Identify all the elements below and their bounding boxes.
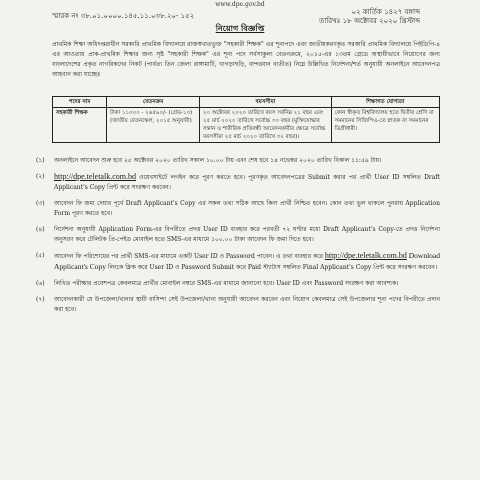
header-pay: বেতনক্রম — [107, 97, 200, 108]
list-item — [36, 156, 440, 166]
cell-age: ২০ অক্টোবর ২০২০ তারিখে বয়স সর্বনিম্ন ২১ বছর এবং ২৫ মার্চ ২০২০ তারিখে সর্বোচ্চ ৩০ বছর (মুক্তিযোদ্ধার সন্তান ও শারীরিক প্রতিবন্ধী আবেদনকারীর ক্ষেত্রে সর্বোচ্চ বয়সসীমা ২৫ মার্চ ২০২০ তারিখে ৩২ বছর)। — [200, 108, 332, 143]
item-text — [54, 251, 440, 273]
table-row — [53, 108, 440, 143]
list-item — [36, 225, 440, 245]
item-text — [54, 172, 440, 193]
item-number: (১) — [36, 157, 45, 164]
download-copy-label: Download Applicant's Copy — [54, 251, 440, 271]
list-item — [36, 295, 440, 315]
reference-number: স্মারক নং ৩৮.০১.০০০০.১৪৫.১১.০৩৮.২০- ১৫২ — [52, 12, 195, 20]
item-text-post: লিংকে ক্লিক করে User ID ও Password Submit করে Paid স্ট্যাটাস সম্বলিত Final Applicant's Copy প্রিন্ট করে সংরক্ষণ করবেন। — [107, 264, 437, 271]
item-text: লিখিত পরীক্ষার প্রবেশপত্র কেবলমাত্র প্রার্থীর মোবাইল নম্বরে SMS-এর মাধ্যমে জানানো হবে। User ID এবং Password সংরক্ষণ করা আবশ্যক। — [54, 280, 399, 287]
item-number: (৩) — [36, 200, 45, 207]
teletalk-link[interactable]: http://dpe.teletalk.com.bd — [324, 251, 407, 260]
cell-pay: টাকা ১১০০০ - ২৬৫৯০/- (গ্রেড-১৩) (জাতীয় বেতনস্কেল, ২০১৫ অনুযায়ী) — [107, 108, 200, 143]
date-bangla: ০২ কার্তিক ১৪২৭ বঙ্গাব্দ — [351, 8, 420, 16]
post-table — [52, 96, 440, 143]
item-number: (৬) — [36, 280, 45, 287]
notice-title: নিয়োগ বিজ্ঞপ্তি — [215, 23, 265, 33]
item-text-post: ওয়েবসাইটে লগইন করে পূরণ করতে হবে। পূরণকৃত আবেদনপত্রের Submit করার পর প্রার্থী User ID সম্বলিত Draft Applicant's Copy প্রিন্ট করে সংরক্ষণ করবেন। — [54, 174, 440, 191]
table-header-row — [53, 97, 440, 108]
teletalk-link[interactable]: http://dpe.teletalk.com.bd — [54, 172, 136, 181]
list-item — [36, 199, 440, 219]
cell-post: সহকারী শিক্ষক — [53, 108, 107, 143]
header-edu: শিক্ষাগত যোগ্যতা — [331, 97, 439, 108]
intro-paragraph: প্রাথমিক শিক্ষা অধিদপ্তরাধীন সরকারি প্রাথমিক বিদ্যালয়ে রাজস্বখাতভুক্ত "সহকারী শিক্ষক" এর শূন্যপদে এবং জাতীয়করণকৃত সরকারি প্রাথমিক বিদ্যালয়ে পিইডিপি-৪ এর আওতায় প্রাক-প্রাথমিক শিক্ষার জন্য সৃষ্ট "সহকারী শিক্ষক" এর শূন্য পদে সর্বসাকুল্য বেতনক্রমে, ২০১৫-এর ১৩তম গ্রেডে অস্থায়ীভাবে নিয়োগের জন্য বাংলাদেশের প্রকৃত নাগরিকদের নিকট (পার্বত্য তিন জেলা রাঙ্গামাটি, খাগড়াছড়ি, বান্দরবান ব্যতীত) নিম্নে উল্লিখিত নির্দেশনা/শর্ত অনুযায়ী অনলাইনে আবেদনপত্র আহবান করা যাচ্ছেঃ — [52, 41, 440, 78]
date-gregorian: তারিখঃ ১৮ অক্টোবর ২০২০ খ্রিস্টাব্দ — [318, 17, 420, 25]
item-text: অনলাইনে আবেদন শুরু হবে ২৫ অক্টোবর ২০২০ তারিখ সকাল ১০.০০ টায় এবং শেষ হবে ১৪ নভেম্বর ২০২০ তারিখ বিকাল ১১:৫৯ টায়। — [54, 157, 382, 164]
header-post: পদের নাম — [53, 97, 107, 108]
instructions-list — [36, 156, 440, 321]
item-text: আবেদন ফি জমা দেয়ার পূর্বে Draft Applicant's Copy এর সকল তথ্য সঠিক আছে কিনা প্রার্থী নিশ্চিত হবেন। কোন তথ্য ভুল থাকলে পুনরায় Application Form পূরণ করতে হবে। — [54, 200, 440, 217]
item-number: (৫) — [36, 252, 45, 259]
cell-edu: কোন স্বীকৃত বিশ্ববিদ্যালয় হতে দ্বিতীয় শ্রেণি বা সমমানের সিজিপিএ-তে স্নাতক বা সমমানের ডিগ্রীধারী। — [331, 108, 439, 143]
item-number: (২) — [36, 173, 45, 180]
item-number: (৪) — [36, 226, 45, 233]
item-number: (৭) — [36, 296, 45, 303]
list-item — [36, 172, 440, 193]
list-item — [36, 251, 440, 273]
item-text: নির্দেশনা অনুযায়ী Application Form-এর বিপরীতে প্রদত্ত User ID ব্যবহার করে পরবর্তী ৭২ ঘণ্টার মধ্যে Draft Applicant's Copy-তে প্রদত্ত নির্দেশনা অনুসরণ করে টেলিটক প্রি-পেইড মোবাইল হতে SMS-এর মাধ্যমে ১০০.০০ টাকা আবেদন ফি জমা দিতে হবে। — [54, 226, 440, 243]
item-text-pre: আবেদন ফি পরিশোধের পর প্রার্থী SMS-এর মাধ্যমে একটি User ID ও Password পাবেন। এ তথ্য ব্যবহার করে — [54, 253, 323, 260]
list-item — [36, 279, 440, 289]
header-age: বয়সসীমা — [200, 97, 332, 108]
item-text: আবেদনকারী যে উপজেলা/থানার স্থায়ী বাসিন্দা সেই উপজেলা/থানা অনুযায়ী আবেদন করবেন এবং নিয়োগ কেবলমাত্র সেই উপজেলার শূন্য পদের বিপরীতে প্রদান করা হবে। — [54, 296, 440, 313]
website-url[interactable]: www.dpe.gov.bd — [215, 1, 265, 8]
